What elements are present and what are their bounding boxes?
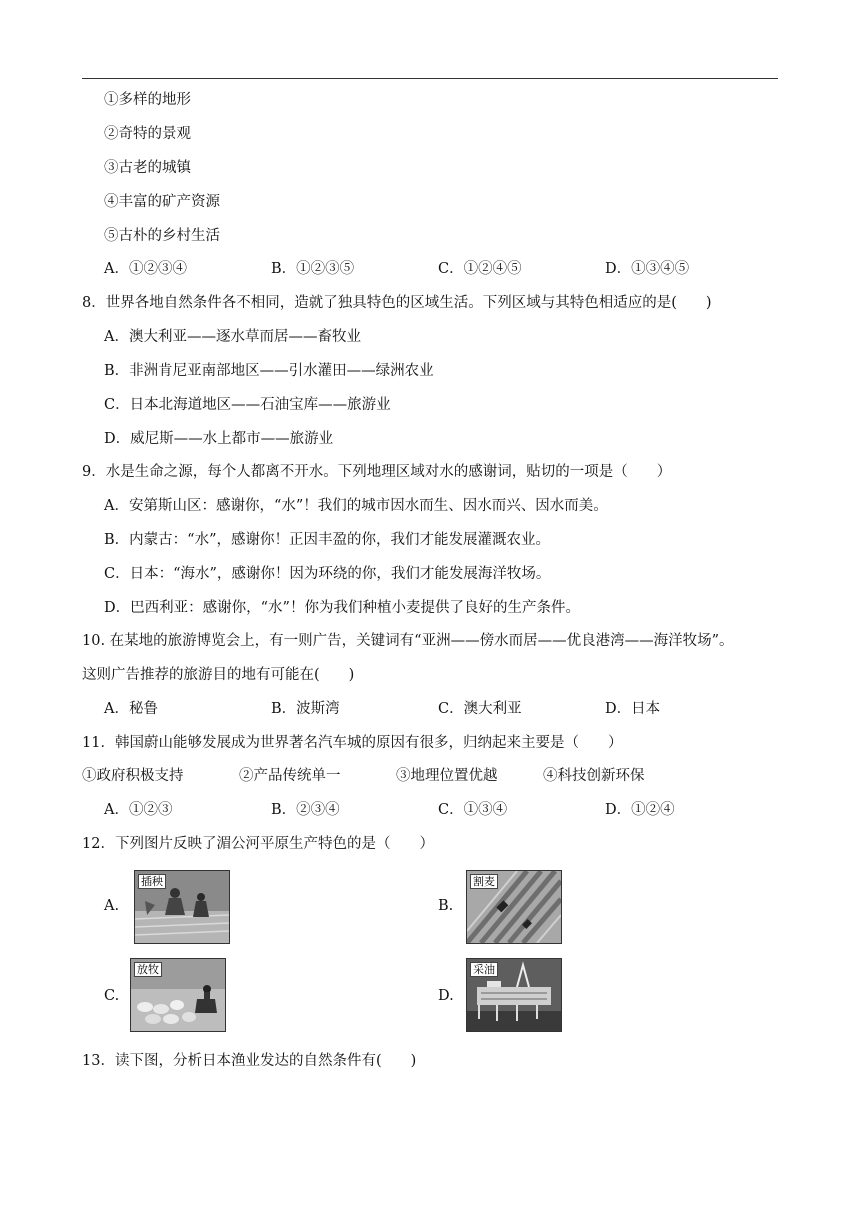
q12-option-d-letter: D. — [438, 988, 454, 1004]
q11-stem: 11．韩国蔚山能够发展成为世界著名汽车城的原因有很多，归纳起来主要是（ ） — [82, 735, 623, 751]
q8-option-d: D．威尼斯——水上都市——旅游业 — [104, 431, 334, 447]
header-rule — [82, 78, 778, 79]
q10-option-a: A．秘鲁 — [104, 701, 158, 717]
q12-option-a-letter: A. — [104, 898, 120, 914]
q8-stem: 8．世界各地自然条件各不相同，造就了独具特色的区域生活。下列区域与其特色相适应的是( ) — [82, 295, 712, 311]
item-5: ⑤古朴的乡村生活 — [104, 228, 220, 244]
q11-option-d: D．①②④ — [605, 802, 675, 818]
q12-option-b-letter: B. — [438, 898, 454, 914]
q8-option-b: B．非洲肯尼亚南部地区——引水灌田——绿洲农业 — [104, 363, 434, 379]
q9-option-d: D．巴西利亚：感谢你，“水”！你为我们种植小麦提供了良好的生产条件。 — [104, 600, 580, 616]
q9-option-c: C．日本：“海水”，感谢你！因为环绕的你，我们才能发展海洋牧场。 — [104, 566, 551, 582]
item-2: ②奇特的景观 — [104, 126, 191, 142]
q8-option-c: C．日本北海道地区——石油宝库——旅游业 — [104, 397, 391, 413]
q7-option-c: C．①②④⑤ — [438, 261, 522, 277]
q11-item-3: ③地理位置优越 — [396, 768, 498, 784]
rice-planting-photo — [134, 870, 230, 944]
q10-stem-line1: 10. 在某地的旅游博览会上，有一则广告，关键词有“亚洲——傍水而居——优良港湾——海洋牧场”。 — [82, 633, 734, 649]
q11-item-2: ②产品传统单一 — [239, 768, 341, 784]
q7-option-d: D．①③④⑤ — [605, 261, 690, 277]
q10-option-c: C．澳大利亚 — [438, 701, 522, 717]
item-1: ①多样的地形 — [104, 92, 191, 108]
q11-item-1: ①政府积极支持 — [82, 768, 184, 784]
photo-tag: 割麦 — [470, 874, 498, 889]
photo-tag: 放牧 — [134, 962, 162, 977]
q8-option-a: A．澳大利亚——逐水草而居——畜牧业 — [104, 329, 361, 345]
item-4: ④丰富的矿产资源 — [104, 194, 220, 210]
q12-stem: 12．下列图片反映了湄公河平原生产特色的是（ ） — [82, 836, 434, 852]
photo-tag: 采油 — [470, 962, 498, 977]
q7-option-a: A．①②③④ — [104, 261, 187, 277]
q7-option-b: B．①②③⑤ — [271, 261, 355, 277]
q9-option-a: A．安第斯山区：感谢你，“水”！我们的城市因水而生、因水而兴、因水而美。 — [104, 498, 608, 514]
wheat-harvest-photo — [466, 870, 562, 944]
q10-stem-line2: 这则广告推荐的旅游目的地有可能在( ) — [82, 667, 355, 683]
photo-tag: 插秧 — [138, 874, 166, 889]
oil-platform-photo — [466, 958, 562, 1032]
q13-stem: 13．读下图，分析日本渔业发达的自然条件有( ) — [82, 1053, 417, 1069]
q9-option-b: B．内蒙古：“水”，感谢你！正因丰盈的你，我们才能发展灌溉农业。 — [104, 532, 550, 548]
q10-option-d: D．日本 — [605, 701, 661, 717]
q11-option-c: C．①③④ — [438, 802, 508, 818]
q10-option-b: B．波斯湾 — [271, 701, 340, 717]
item-3: ③古老的城镇 — [104, 160, 191, 176]
herding-photo — [130, 958, 226, 1032]
q12-option-c-letter: C. — [104, 988, 120, 1004]
q11-option-b: B．②③④ — [271, 802, 340, 818]
q11-item-4: ④科技创新环保 — [543, 768, 645, 784]
q11-option-a: A．①②③ — [104, 802, 173, 818]
q9-stem: 9．水是生命之源，每个人都离不开水。下列地理区域对水的感谢词，贴切的一项是（ ） — [82, 464, 672, 480]
